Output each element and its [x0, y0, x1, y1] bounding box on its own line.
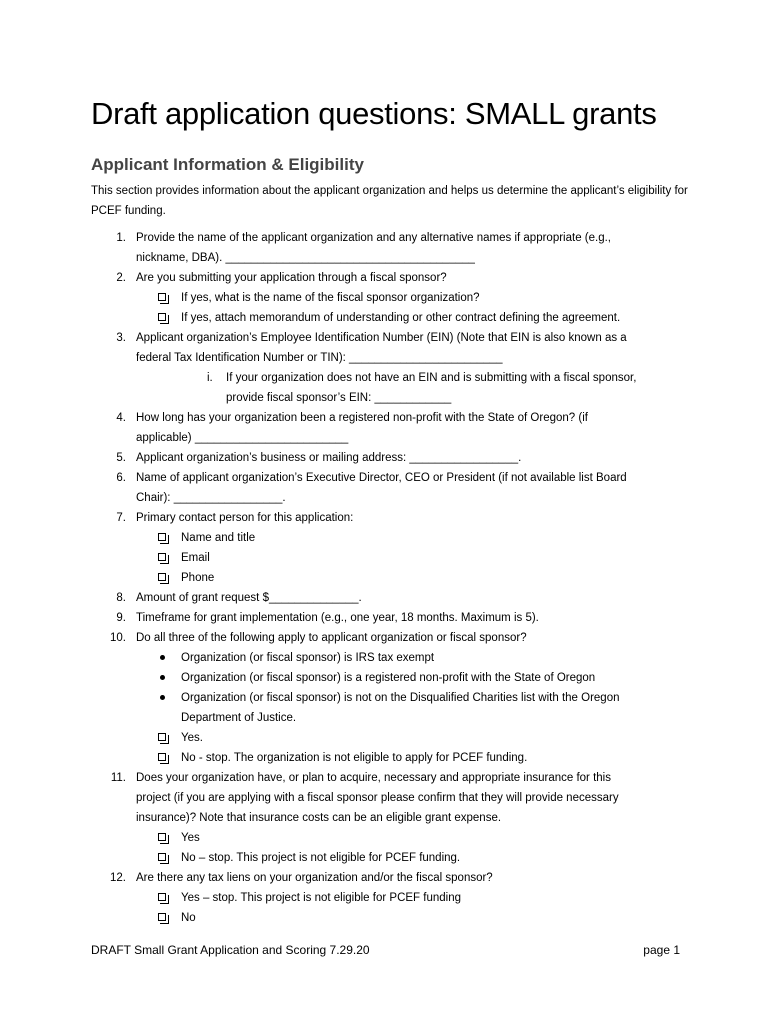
question-text: Primary contact person for this application:: [136, 512, 354, 524]
question-number: 12.: [110, 872, 126, 884]
checkbox-option[interactable]: [0, 568, 681, 588]
checkbox-icon[interactable]: [158, 573, 166, 581]
question-number: 8.: [116, 592, 126, 604]
question-5: [0, 448, 681, 468]
checkbox-icon[interactable]: [158, 533, 166, 541]
question-7: [0, 508, 681, 528]
checkbox-option[interactable]: [0, 308, 681, 328]
intro-paragraph: This section provides information about the applicant organization and helps us determine the applicant’s eligibility for PCEF funding.: [91, 185, 688, 217]
question-1: [0, 228, 681, 268]
question-2: [0, 268, 681, 288]
question-11: [0, 768, 681, 828]
question-number: 4.: [116, 412, 126, 424]
question-8: [0, 588, 681, 608]
sub-question-number: i.: [207, 372, 213, 384]
option-label: Yes: [181, 832, 200, 844]
checkbox-icon[interactable]: [158, 833, 166, 841]
question-number: 9.: [116, 612, 126, 624]
question-number: 10.: [110, 632, 126, 644]
bullet-item: [0, 688, 681, 708]
option-label: Yes – stop. This project is not eligible for PCEF funding: [181, 892, 461, 904]
sub-question-text-cont: provide fiscal sponsor’s EIN: ____________: [226, 392, 452, 404]
checkbox-option[interactable]: [0, 848, 681, 868]
question-text-cont: Chair): _________________.: [136, 492, 286, 504]
question-text: Do all three of the following apply to applicant organization or fiscal sponsor?: [136, 632, 527, 644]
question-text-cont: project (if you are applying with a fiscal sponsor please confirm that they will provide necessary: [136, 792, 619, 804]
question-text-cont: insurance)? Note that insurance costs can be an eligible grant expense.: [136, 812, 502, 824]
bullet-text: Organization (or fiscal sponsor) is not on the Disqualified Charities list with the Oregon: [181, 692, 620, 704]
checkbox-icon[interactable]: [158, 313, 166, 321]
checkbox-option[interactable]: [0, 728, 681, 748]
checkbox-option[interactable]: [0, 548, 681, 568]
question-text: Applicant organization’s Employee Identification Number (EIN) (Note that EIN is also known as a: [136, 332, 627, 344]
question-text: Does your organization have, or plan to acquire, necessary and appropriate insurance for this: [136, 772, 611, 784]
question-text: How long has your organization been a registered non-profit with the State of Oregon? (if: [136, 412, 588, 424]
checkbox-icon[interactable]: [158, 553, 166, 561]
option-label: Phone: [181, 572, 215, 584]
sub-question-i: [0, 368, 686, 408]
question-number: 1.: [116, 232, 126, 244]
checkbox-option[interactable]: [0, 888, 681, 908]
question-4: [0, 408, 681, 448]
page-number: page 1: [643, 943, 680, 957]
checkbox-option[interactable]: [0, 908, 681, 928]
checkbox-option[interactable]: [0, 828, 681, 848]
checkbox-option[interactable]: [0, 748, 681, 768]
bullet-icon: [160, 655, 165, 660]
sub-question-text: If your organization does not have an EIN and is submitting with a fiscal sponsor,: [226, 372, 637, 384]
checkbox-icon[interactable]: [158, 893, 166, 901]
section-heading: Applicant Information & Eligibility: [91, 155, 364, 174]
checkbox-icon[interactable]: [158, 853, 166, 861]
checkbox-icon[interactable]: [158, 753, 166, 761]
question-number: 3.: [116, 332, 126, 344]
question-text: Applicant organization’s business or mailing address: _________________.: [136, 452, 522, 464]
option-label: Email: [181, 552, 210, 564]
question-text: Are there any tax liens on your organization and/or the fiscal sponsor?: [136, 872, 493, 884]
question-text: Provide the name of the applicant organization and any alternative names if appropriate (e.g.,: [136, 232, 611, 244]
checkbox-icon[interactable]: [158, 913, 166, 921]
bullet-text-cont: Department of Justice.: [181, 712, 297, 724]
question-text: Name of applicant organization’s Executive Director, CEO or President (if not available list Board: [136, 472, 627, 484]
question-number: 6.: [116, 472, 126, 484]
bullet-text: Organization (or fiscal sponsor) is IRS tax exempt: [181, 652, 435, 664]
bullet-icon: [160, 675, 165, 680]
question-10: [0, 628, 681, 648]
document-title: Draft application questions: SMALL grants: [91, 96, 657, 131]
checkbox-option[interactable]: [0, 288, 681, 308]
question-text: Amount of grant request $______________.: [136, 592, 362, 604]
question-text: Timeframe for grant implementation (e.g., one year, 18 months. Maximum is 5).: [136, 612, 539, 624]
question-3: [0, 328, 681, 368]
checkbox-option[interactable]: [0, 528, 681, 548]
question-text-cont: nickname, DBA). _______________________________________: [136, 252, 475, 264]
option-label: No: [181, 912, 196, 924]
bullet-item: [0, 648, 681, 668]
option-label: No – stop. This project is not eligible for PCEF funding.: [181, 852, 461, 864]
question-text-cont: applicable) ________________________: [136, 432, 349, 444]
checkbox-icon[interactable]: [158, 733, 166, 741]
question-number: 5.: [116, 452, 126, 464]
question-12: [0, 868, 681, 888]
question-9: [0, 608, 681, 628]
question-number: 2.: [116, 272, 126, 284]
bullet-text: Organization (or fiscal sponsor) is a registered non-profit with the State of Oregon: [181, 672, 596, 684]
option-label: If yes, what is the name of the fiscal sponsor organization?: [181, 292, 480, 304]
question-text: Are you submitting your application through a fiscal sponsor?: [136, 272, 447, 284]
bullet-icon: [160, 695, 165, 700]
question-text-cont: federal Tax Identification Number or TIN): ________________________: [136, 352, 503, 364]
question-6: [0, 468, 681, 508]
checkbox-icon[interactable]: [158, 293, 166, 301]
option-label: If yes, attach memorandum of understanding or other contract defining the agreement.: [181, 312, 621, 324]
question-number: 7.: [116, 512, 126, 524]
option-label: Name and title: [181, 532, 256, 544]
bullet-item: [0, 668, 681, 688]
option-label: No - stop. The organization is not eligible to apply for PCEF funding.: [181, 752, 528, 764]
footer-text: DRAFT Small Grant Application and Scoring 7.29.20: [91, 943, 370, 957]
option-label: Yes.: [181, 732, 203, 744]
question-number: 11.: [110, 772, 126, 784]
question-list: [0, 228, 770, 928]
